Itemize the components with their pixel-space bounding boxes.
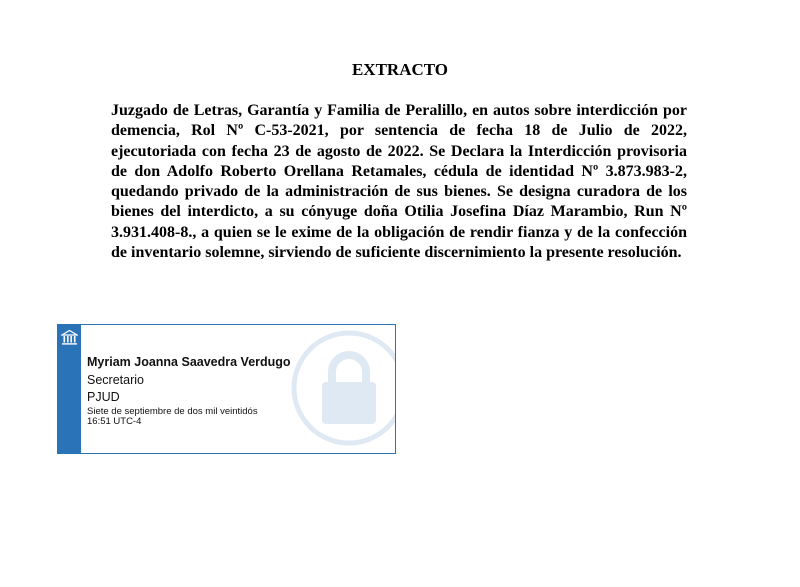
document-title: EXTRACTO xyxy=(351,60,449,79)
signature-date: Siete de septiembre de dos mil veintidós xyxy=(87,406,258,417)
lock-icon xyxy=(290,329,396,447)
signature-sidebar xyxy=(58,325,81,453)
signer-organization: PJUD xyxy=(87,390,120,404)
signature-time: 16:51 UTC-4 xyxy=(87,416,142,427)
signature-box xyxy=(57,324,396,454)
signer-role: Secretario xyxy=(87,373,144,387)
signer-name: Myriam Joanna Saavedra Verdugo xyxy=(87,355,291,369)
document-body: Juzgado de Letras, Garantía y Familia de Peralillo, en autos sobre interdicción por demencia, Rol Nº C-53-2021, por sentencia de fecha 18 de Julio de 2022, ejecutoriada con fecha 23 de agosto de 2022. Se Declara la Interdicción provisoria de don Adolfo Roberto Orellana Retamales, cédula de identidad Nº 3.873.983-2, quedando privado de la administración de sus bienes. Se designa curadora de los bienes del interdicto, a su cónyuge doña Otilia Josefina Díaz Marambio, Run Nº 3.931.408-8., a quien se le exime de la obligación de rendir fianza y de la confección de inventario solemne, sirviendo de suficiente discernimiento la presente resolución. xyxy=(111,102,687,262)
courthouse-icon xyxy=(61,329,78,346)
